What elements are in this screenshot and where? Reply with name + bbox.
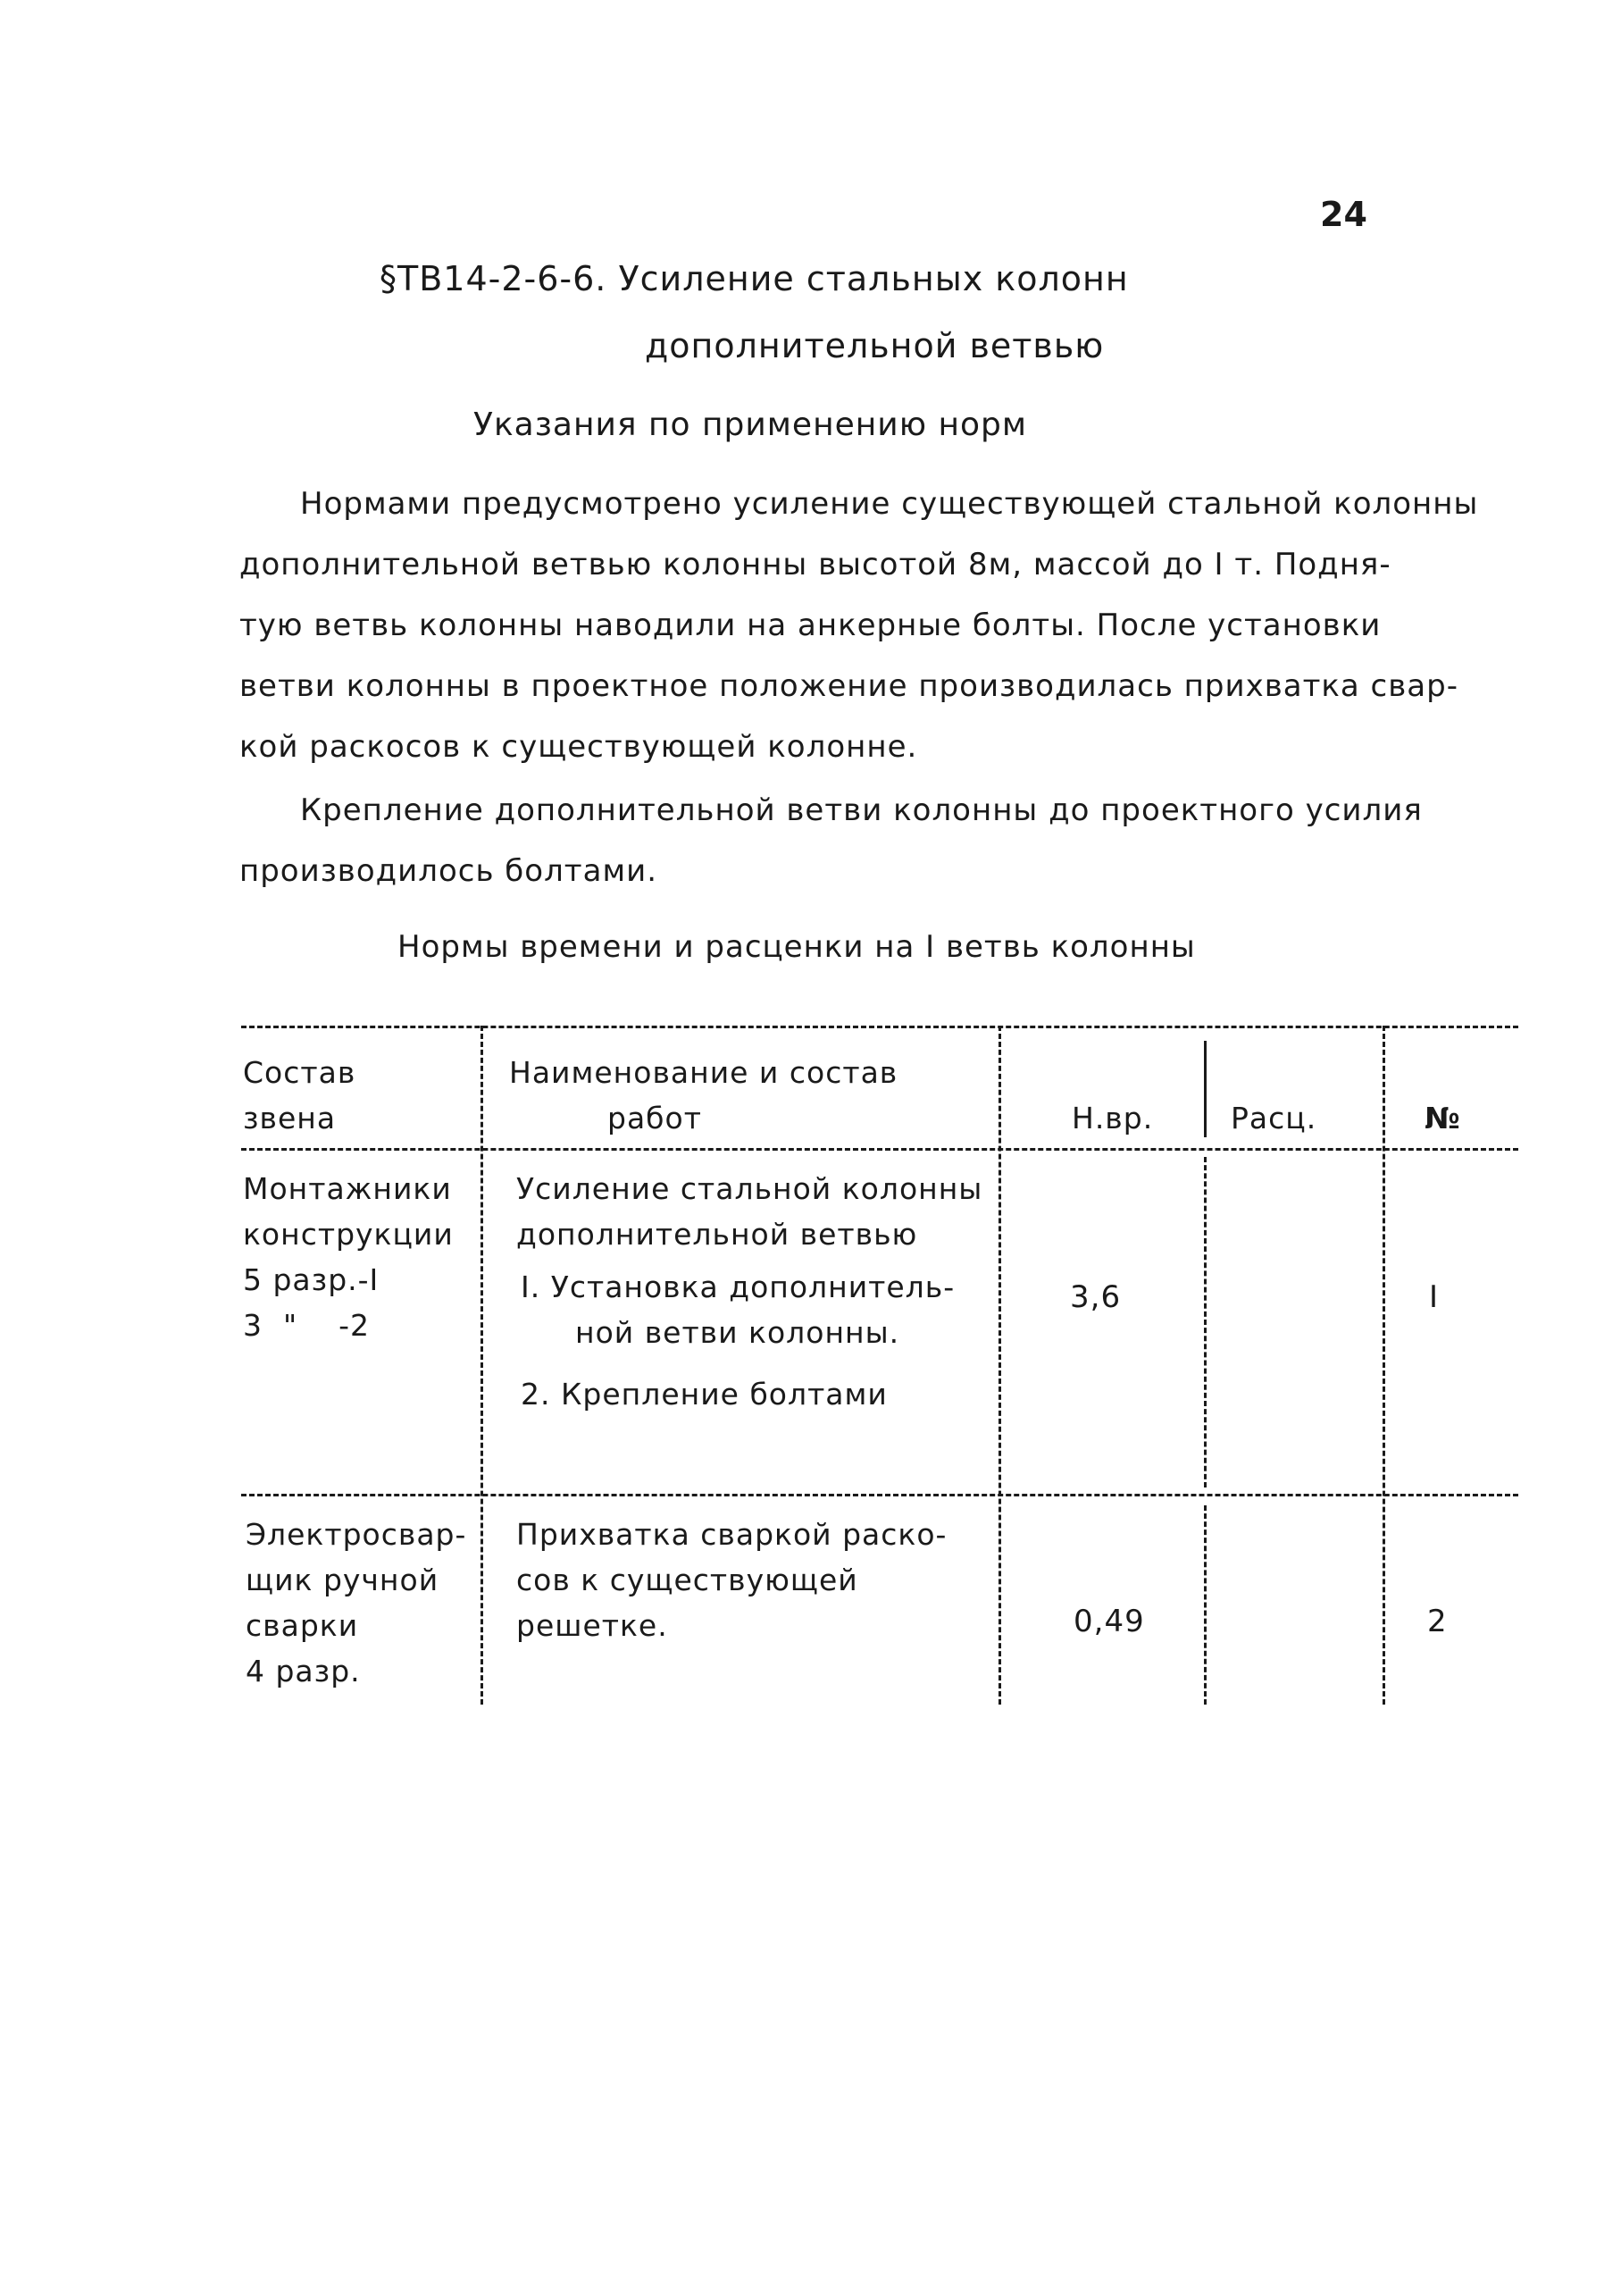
- paragraph-line: Нормами предусмотрено усиление существующей стальной колонны: [300, 486, 1479, 522]
- work-line: решетке.: [516, 1608, 668, 1643]
- header-crew-line: звена: [243, 1101, 337, 1135]
- table-header-divider: [241, 1148, 1518, 1151]
- crew-line: 3 " -2: [243, 1308, 371, 1343]
- paragraph-line: производилось болтами.: [239, 853, 658, 889]
- column-divider: [1204, 1157, 1207, 1487]
- section-title: §ТВ14-2-6-6. Усиление стальных колонн: [380, 259, 1129, 298]
- work-line: Усиление стальной колонны: [516, 1171, 983, 1206]
- header-work: [509, 1050, 898, 1141]
- row2-crew: [246, 1512, 466, 1694]
- work-step: [516, 1371, 982, 1417]
- work-line: I. Установка дополнитель-: [521, 1270, 956, 1304]
- crew-line: щик ручной: [246, 1563, 439, 1597]
- paragraph-line: дополнительной ветвью колонны высотой 8м, массой до I т. Подня-: [239, 547, 1391, 582]
- column-divider: [999, 1026, 1001, 1705]
- header-work-line: Наименование и состав: [509, 1055, 898, 1090]
- table-row-divider: [241, 1494, 1518, 1496]
- header-number: №: [1425, 1101, 1461, 1135]
- row1-time: 3,6: [1070, 1279, 1122, 1315]
- paragraph-2: [239, 780, 1508, 901]
- paragraph-line: тую ветвь колонны наводили на анкерные болты. После установки: [239, 608, 1382, 643]
- row2-time: 0,49: [1074, 1604, 1145, 1639]
- column-divider: [1204, 1041, 1207, 1137]
- crew-line: конструкции: [243, 1217, 454, 1252]
- crew-line: 5 разр.-I: [243, 1262, 380, 1297]
- work-line: сов к существующей: [516, 1563, 858, 1597]
- column-divider: [480, 1026, 483, 1705]
- subtitle: Указания по применению норм: [473, 406, 1028, 443]
- crew-line: сварки: [246, 1608, 359, 1643]
- table-top-border: [241, 1026, 1518, 1028]
- column-divider: [1383, 1026, 1385, 1705]
- crew-line: Монтажники: [243, 1171, 452, 1206]
- paragraph-line: кой раскосов к существующей колонне.: [239, 729, 918, 765]
- row2-number: 2: [1427, 1604, 1448, 1639]
- crew-line: 4 разр.: [246, 1654, 361, 1688]
- header-work-line: работ: [607, 1101, 702, 1135]
- row1-number: I: [1429, 1279, 1440, 1315]
- section-title-continued: дополнительной ветвью: [645, 326, 1105, 365]
- table-caption: Нормы времени и расценки на I ветвь колонны: [397, 929, 1196, 965]
- row2-work: [516, 1512, 947, 1648]
- work-step: [516, 1264, 982, 1355]
- row1-crew: [243, 1166, 454, 1348]
- work-line: 2. Крепление болтами: [521, 1377, 888, 1412]
- header-crew: [243, 1050, 355, 1141]
- work-line: Прихватка сваркой раско-: [516, 1517, 948, 1552]
- header-rate: Расц.: [1231, 1101, 1317, 1135]
- header-time: Н.вр.: [1072, 1101, 1154, 1135]
- row1-work: [516, 1166, 982, 1417]
- paragraph-1: [239, 473, 1508, 777]
- work-line: ной ветви колонны.: [575, 1315, 900, 1350]
- column-divider: [1204, 1505, 1207, 1705]
- work-line: дополнительной ветвью: [516, 1217, 918, 1252]
- paragraph-line: Крепление дополнительной ветви колонны до проектного усилия: [300, 792, 1423, 828]
- page-number: 24: [1320, 195, 1367, 234]
- header-crew-line: Состав: [243, 1055, 356, 1090]
- crew-line: Электросвар-: [246, 1517, 467, 1552]
- paragraph-line: ветви колонны в проектное положение производилась прихватка свар-: [239, 668, 1458, 704]
